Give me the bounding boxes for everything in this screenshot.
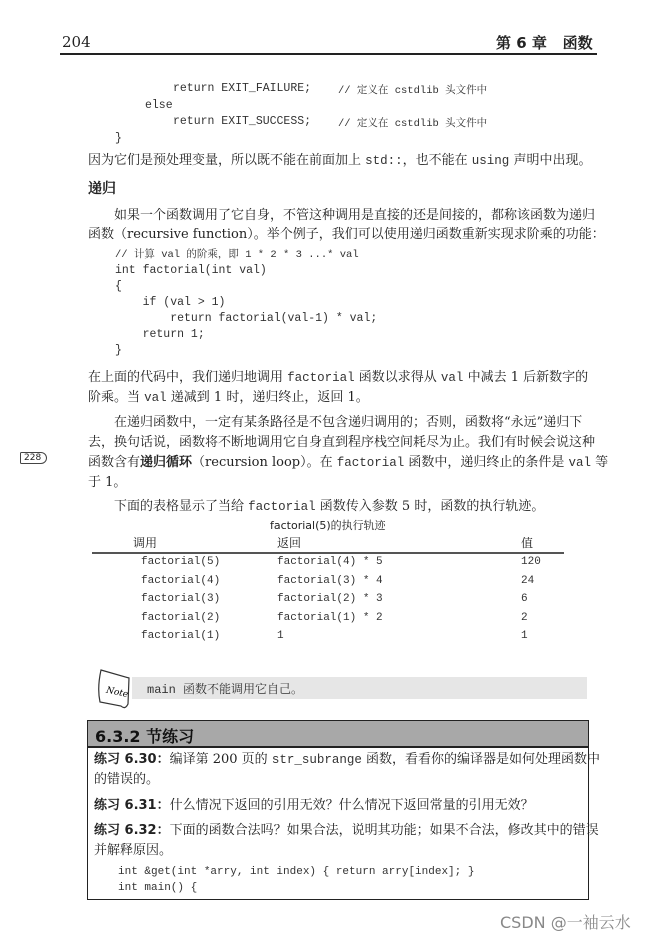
table-rule — [92, 552, 564, 554]
code-line: return factorial(val-1) * val; — [115, 312, 378, 325]
code-line: if (val > 1) — [115, 296, 226, 309]
paragraph: 在递归函数中，一定有某条路径是不包含递归调用的；否则，函数将“永远”递归下 — [114, 415, 583, 430]
table-cell: 1 — [277, 630, 284, 642]
table-cell: 2 — [521, 611, 528, 624]
code-comment: // 计算 val 的阶乘，即 1 * 2 * 3 ...* val — [115, 249, 359, 261]
code-line: return EXIT_SUCCESS; — [173, 115, 312, 128]
paragraph: 函数含有递归循环（recursion loop）。在 factorial 函数中，递归终止的条件是 val 等 — [88, 455, 609, 470]
paragraph: 因为它们是预处理变量，所以既不能在前面加上 std::，也不能在 using 声明中出现。 — [88, 153, 592, 168]
paragraph: 在上面的代码中，我们递归地调用 factorial 函数以求得从 val 中减去 1 后新数字的 — [88, 370, 589, 385]
page-number: 204 — [62, 33, 91, 51]
note-text: main 函数不能调用它自己。 — [147, 683, 304, 697]
code-line: int factorial(int val) — [115, 264, 267, 277]
column-header-call: 调用 — [133, 536, 158, 550]
code-block — [115, 247, 377, 359]
table-cell: factorial(1) — [141, 630, 221, 642]
chapter-label — [496, 32, 593, 53]
paragraph: 去，换句话说，函数将不断地调用它自身直到程序栈空间耗尽为止。我们有时候会说这种 — [88, 435, 596, 450]
chapter-title: 函数 — [562, 34, 593, 52]
margin-page-ref: 228 — [20, 452, 47, 464]
table-cell: factorial(4) — [141, 574, 221, 587]
table-cell: factorial(3) * 4 — [277, 574, 383, 587]
code-line: { — [115, 280, 122, 293]
paragraph: 于 1。 — [88, 475, 127, 490]
table-cell: factorial(5) — [141, 556, 221, 568]
section-heading: 递归 — [88, 181, 116, 197]
column-header-return: 返回 — [277, 536, 302, 550]
code-comment: // 定义在 cstdlib 头文件中 — [338, 85, 488, 97]
table-cell: 6 — [521, 593, 528, 605]
paragraph: 阶乘。当 val 递减到 1 时，递归终止，返回 1。 — [88, 390, 369, 405]
table-cell: factorial(3) — [141, 593, 221, 605]
code-line: return 1; — [115, 328, 205, 341]
code-line: int &get(int *arry, int index) { return arry[index]; } — [118, 866, 475, 878]
code-line: return EXIT_FAILURE; — [173, 82, 312, 95]
exercise-6-32: 练习 6.32：下面的函数合法吗？如果合法，说明其功能；如果不合法，修改其中的错误 — [94, 823, 599, 838]
exercise-title: 6.3.2 节练习 — [95, 727, 195, 746]
chapter-number: 第 6 章 — [496, 34, 547, 52]
table-cell: factorial(4) * 5 — [277, 556, 383, 568]
code-comment: // 定义在 cstdlib 头文件中 — [338, 118, 488, 130]
code-line: } — [115, 132, 122, 145]
header-rule — [60, 53, 597, 55]
table-cell: factorial(1) * 2 — [277, 611, 383, 624]
paragraph: 下面的表格显示了当给 factorial 函数传入参数 5 时，函数的执行轨迹。 — [114, 499, 545, 514]
paragraph: 如果一个函数调用了它自身，不管这种调用是直接的还是间接的，都称该函数为递归 — [114, 208, 596, 223]
code-line: } — [115, 344, 122, 357]
exercise-6-30: 练习 6.30：编译第 200 页的 str_subrange 函数，看看你的编译器是如何处理函数中 — [94, 752, 600, 767]
table-cell: 120 — [521, 556, 541, 568]
table-cell: factorial(2) * 3 — [277, 593, 383, 605]
exercise-6-31: 练习 6.31：什么情况下返回的引用无效？什么情况下返回常量的引用无效？ — [94, 798, 534, 813]
code-line: int main() { — [118, 882, 198, 894]
table-cell: 1 — [521, 630, 528, 642]
svg-text:Note: Note — [105, 685, 129, 701]
exercise-6-30-cont: 的错误的。 — [94, 772, 160, 787]
code-line: else — [145, 99, 173, 112]
table-cell: factorial(2) — [141, 611, 221, 624]
watermark: CSDN @一袖云水 — [500, 913, 631, 932]
table-cell: 24 — [521, 574, 535, 587]
paragraph: 函数（recursive function）。举个例子，我们可以使用递归函数重新实现求阶乘的功能： — [88, 227, 605, 242]
exercise-title-bar — [88, 721, 588, 748]
note-icon — [97, 668, 133, 714]
exercise-6-32-cont: 并解释原因。 — [94, 843, 173, 858]
table-title: factorial(5)的执行轨迹 — [270, 519, 386, 532]
column-header-value: 值 — [521, 536, 534, 550]
